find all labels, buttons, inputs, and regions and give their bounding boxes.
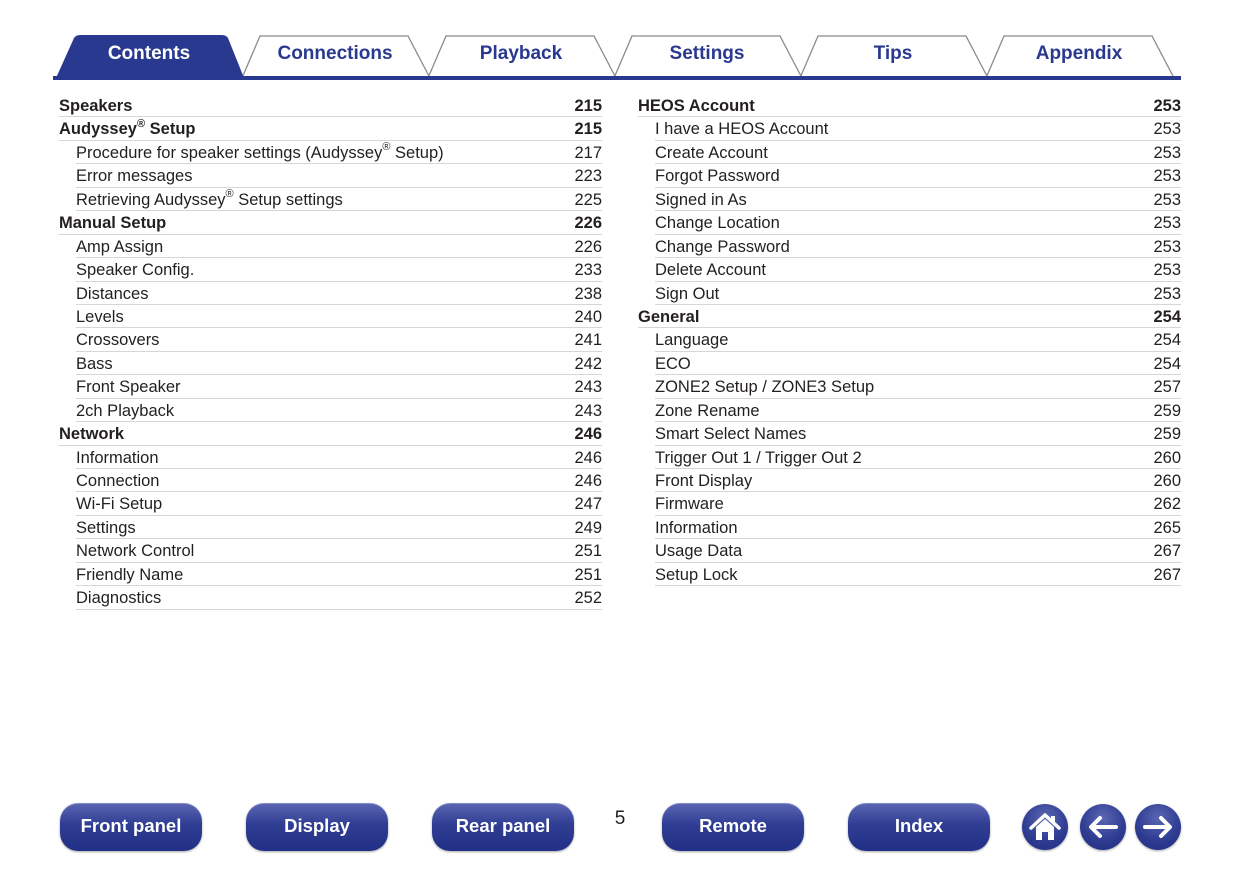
toc-title-text: Information [655,518,738,537]
toc-entry-title [76,353,113,376]
toc-page-number: 249 [574,518,602,537]
toc-entry-row[interactable] [655,375,1181,398]
tab-shapes [0,0,1240,82]
toc-page-number: 253 [1153,284,1181,303]
tab-bar [0,0,1240,82]
toc-page-number: 226 [574,237,602,256]
toc-page-number: 253 [1153,143,1181,162]
toc-entry-row[interactable] [655,117,1181,140]
toc-section-row[interactable] [638,305,1181,328]
toc-title-text: Settings [76,518,136,537]
toc-title-text-after: Setup settings [233,190,343,209]
toc-entry-title [76,165,192,188]
toc-entry-title [655,142,768,165]
toc-title-text: Amp Assign [76,237,164,256]
toc-title-text: Information [76,448,159,467]
tab-contents[interactable]: Contents [107,43,191,64]
remote-button[interactable]: Remote [662,803,804,851]
toc-title-text: HEOS Account [638,97,755,115]
toc-page-number: 260 [1153,448,1181,467]
toc-entry-title [655,470,752,493]
registered-mark: ® [136,117,146,130]
toc-entry-title [655,212,780,235]
toc-entry-row[interactable] [76,352,602,375]
toc-section-row[interactable] [59,117,602,140]
toc-page-number: 243 [574,378,602,397]
toc-entry-row[interactable] [76,516,602,539]
toc-entry-title [76,189,343,212]
toc-entry-title [76,236,163,259]
toc-page-number: 253 [1153,190,1181,209]
toc-entry-row[interactable] [655,328,1181,351]
toc-title-text-after: Setup [145,120,196,139]
toc-entry-row[interactable] [655,282,1181,305]
toc-page-number: 226 [574,214,602,233]
registered-mark: ® [382,141,391,154]
toc-entry-row[interactable] [76,258,602,281]
toc-page-number: 247 [574,495,602,514]
page-number: 5 [614,808,626,829]
toc-title-text: Create Account [655,143,768,162]
toc-title-text: Retrieving Audyssey [76,190,226,209]
toc-entry-row[interactable] [76,235,602,258]
toc-entry-title [655,493,724,516]
toc-entry-row[interactable] [655,188,1181,211]
toc-section-row[interactable] [638,94,1181,117]
toc-entry-title [76,283,148,306]
arrow-right-icon [1135,804,1181,850]
toc-entry-title [76,470,159,493]
toc-page-number: 215 [574,120,602,139]
toc-title-text: General [638,307,700,326]
toc-page-number: 267 [1153,542,1181,561]
toc-title-text: Diagnostics [76,589,162,608]
toc-entry-row[interactable] [76,586,602,609]
toc-page-number: 254 [1153,331,1181,350]
toc-page-number: 254 [1153,307,1181,326]
toc-page-number: 233 [574,261,602,280]
toc-page-number: 240 [574,307,602,326]
toc-entry-title [655,259,766,282]
toc-entry-row[interactable] [655,399,1181,422]
toc-title-text: Bass [76,354,113,373]
toc-entry-title [59,423,124,446]
toc-entry-title [76,376,181,399]
toc-entry-title [76,517,136,540]
toc-section-row[interactable] [59,422,602,445]
toc-page-number: 253 [1153,167,1181,186]
toc-entry-row[interactable] [655,141,1181,164]
toc-title-text: Manual Setup [59,214,167,233]
tab-appendix[interactable]: Appendix [1035,43,1123,64]
toc-entry-row[interactable] [76,164,602,187]
display-button[interactable]: Display [246,803,388,851]
toc-entry-row[interactable] [76,305,602,328]
toc-entry-title [59,118,196,141]
toc-entry-row[interactable] [76,492,602,515]
toc-left-column [59,94,602,610]
toc-page-number: 253 [1153,214,1181,233]
toc-title-text: Setup Lock [655,565,738,584]
toc-entry-title [76,493,162,516]
toc-page-number: 260 [1153,472,1181,490]
toc-page-number: 251 [574,565,602,584]
toc-entry-row[interactable] [655,211,1181,234]
toc-entry-title [655,517,738,540]
toc-page-number: 262 [1153,495,1181,514]
toc-entry-title [655,400,760,423]
toc-title-text: Change Location [655,214,780,233]
toc-entry-row[interactable] [655,539,1181,562]
tab-connections[interactable]: Connections [277,43,393,64]
toc-page-number: 246 [574,472,602,490]
toc-page-number: 246 [574,448,602,467]
toc-entry-row[interactable] [655,422,1181,445]
toc-entry-title [76,400,174,423]
toc-entry-title [655,423,806,446]
toc-entry-title [638,95,755,118]
toc-page-number: 254 [1153,354,1181,373]
toc-title-text: Connection [76,472,160,490]
toc-entry-title [76,564,183,587]
toc-entry-title [655,447,862,470]
toc-entry-title [655,118,828,141]
tab-tips[interactable]: Tips [873,43,913,64]
toc-title-text: Front Display [655,472,753,490]
toc-title-text: Crossovers [76,331,160,350]
home-button[interactable] [1022,804,1068,850]
toc-entry-title [76,259,194,282]
toc-page-number: 259 [1153,401,1181,420]
back-button[interactable] [1080,804,1126,850]
front-panel-button[interactable]: Front panel [60,803,202,851]
toc-entry-row[interactable] [76,563,602,586]
toc-entry-title [76,329,159,352]
toc-entry-title [655,189,747,212]
toc-title-text: Delete Account [655,261,766,280]
toc-page-number: 225 [574,190,602,209]
index-button[interactable]: Index [848,803,990,851]
toc-title-text: ECO [655,354,691,373]
tab-playback[interactable]: Playback [479,43,563,64]
toc-page-number: 253 [1153,97,1181,115]
toc-page-number: 265 [1153,518,1181,537]
toc-title-text: Firmware [655,495,724,514]
toc-page-number: 267 [1153,565,1181,584]
toc-title-text: Levels [76,307,124,326]
home-icon [1022,804,1068,850]
toc-entry-title [655,283,719,306]
toc-title-text: Network [59,425,125,444]
tab-baseline [53,76,1181,80]
toc-entry-row[interactable] [76,188,602,211]
toc-title-text: Forgot Password [655,167,780,186]
toc-title-text: Change Password [655,237,790,256]
toc-entry-row[interactable] [655,446,1181,469]
toc-entry-title [655,540,742,563]
toc-entry-title [655,376,874,399]
toc-page-number: 252 [574,589,602,608]
toc-title-text: Zone Rename [655,401,760,420]
toc-title-text: Speaker Config. [76,261,195,280]
toc-right-column [638,94,1181,586]
toc-entry-row[interactable] [655,235,1181,258]
toc-page-number: 246 [574,425,602,444]
toc-entry-row[interactable] [655,164,1181,187]
toc-page-number: 253 [1153,261,1181,280]
rear-panel-button[interactable]: Rear panel [432,803,574,851]
toc-title-text: Speakers [59,97,133,115]
toc-page-number: 243 [574,401,602,420]
toc-entry-title [76,447,159,470]
toc-entry-row[interactable] [76,399,602,422]
toc-title-text: Wi-Fi Setup [76,495,163,514]
toc-title-text: Trigger Out 1 / Trigger Out 2 [655,448,862,467]
toc-page-number: 253 [1153,237,1181,256]
toc-entry-row[interactable] [655,563,1181,586]
toc-entry-title [59,95,132,118]
toc-entry-row[interactable] [76,282,602,305]
toc-title-text: Language [655,331,729,350]
toc-entry-row[interactable] [655,516,1181,539]
toc-entry-title [59,212,166,235]
toc-page-number: 238 [574,284,602,303]
toc-section-row[interactable] [59,94,602,117]
toc-entry-row[interactable] [655,492,1181,515]
toc-entry-row[interactable] [76,328,602,351]
toc-entry-title [655,353,691,376]
toc-entry-title [638,306,699,329]
toc-title-text: 2ch Playback [76,401,175,420]
toc-title-text: Friendly Name [76,565,184,584]
toc-title-text: I have a HEOS Account [655,120,829,139]
tab-settings[interactable]: Settings [669,43,745,64]
toc-page-number: 241 [574,331,602,350]
toc-page-number: 259 [1153,425,1181,444]
toc-page-number: 251 [574,542,602,561]
toc-entry-row[interactable] [655,352,1181,375]
toc-page-number: 253 [1153,120,1181,139]
toc-title-text: Signed in As [655,190,747,209]
toc-title-text: Distances [76,284,149,303]
arrow-left-icon [1080,804,1126,850]
toc-entry-row[interactable] [655,469,1181,492]
registered-mark: ® [225,188,234,201]
toc-title-text: Error messages [76,167,193,186]
toc-entry-row[interactable] [76,539,602,562]
toc-title-text: Procedure for speaker settings (Audyssey [76,143,383,162]
toc-page-number: 217 [574,143,602,162]
toc-entry-row[interactable] [76,446,602,469]
toc-entry-row[interactable] [76,375,602,398]
toc-entry-title [76,142,444,165]
toc-page-number: 223 [574,167,602,186]
toc-page-number: 257 [1153,378,1181,397]
toc-page-number: 242 [574,354,602,373]
toc-title-text: Front Speaker [76,378,181,397]
toc-entry-title [655,236,790,259]
toc-entry-title [76,306,124,329]
toc-entry-title [655,564,738,587]
toc-entry-title [76,587,161,610]
toc-title-text: Usage Data [655,542,743,561]
toc-title-text-after: Setup) [390,143,444,162]
toc-title-text: Smart Select Names [655,425,807,444]
toc-entry-title [76,540,194,563]
toc-title-text: Network Control [76,542,195,561]
toc-title-text: Sign Out [655,284,720,303]
toc-entry-title [655,165,780,188]
toc-entry-row[interactable] [76,469,602,492]
toc-entry-row[interactable] [655,258,1181,281]
toc-entry-title [655,329,728,352]
toc-title-text: ZONE2 Setup / ZONE3 Setup [655,378,875,397]
toc-section-row[interactable] [59,211,602,234]
toc-page-number: 215 [574,97,602,115]
toc-entry-row[interactable] [76,141,602,164]
forward-button[interactable] [1135,804,1181,850]
toc-title-text: Audyssey [59,120,137,139]
